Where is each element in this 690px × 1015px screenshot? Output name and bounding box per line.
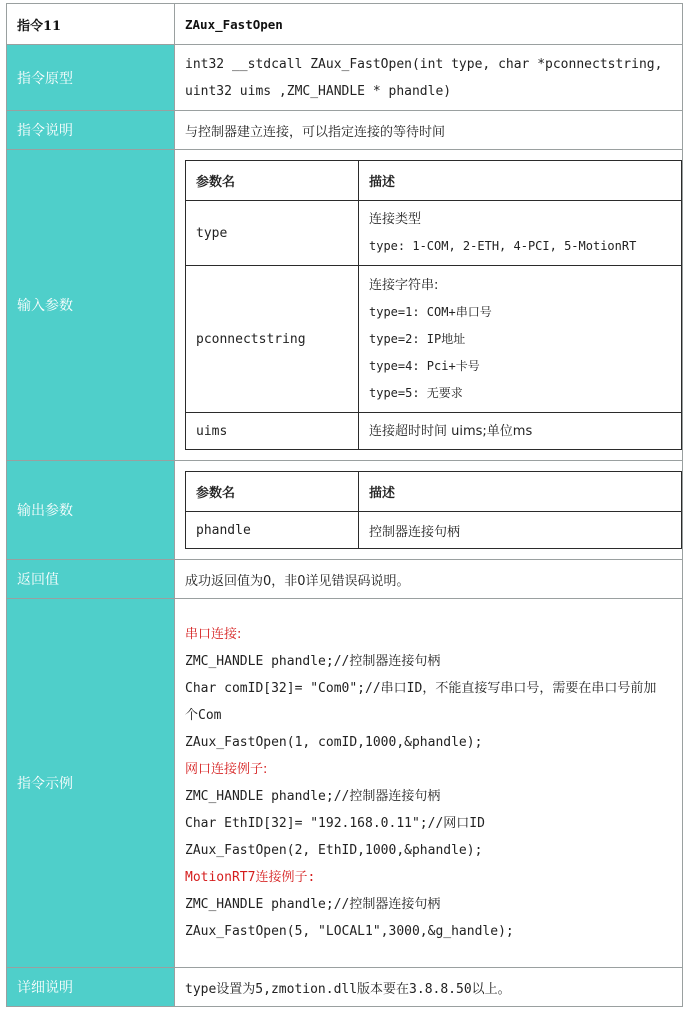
rt-example-title: MotionRT7连接例子: xyxy=(185,870,316,885)
detail-row xyxy=(7,968,683,1007)
param-name-header: 参数名 xyxy=(186,161,359,201)
code-line: Char EthID[32]= "192.168.0.11";//网口ID xyxy=(185,816,485,831)
code-line: ZMC_HANDLE phandle;//控制器连接句柄 xyxy=(185,789,441,804)
output-param-table xyxy=(185,471,682,549)
param-name: uims xyxy=(186,413,359,450)
input-value xyxy=(175,150,683,461)
param-desc-line: 连接字符串: xyxy=(369,277,439,293)
net-example-title: 网口连接例子: xyxy=(185,762,268,777)
command-number: 指令11 xyxy=(7,4,175,45)
prototype-line: uint32 uims ,ZMC_HANDLE * phandle) xyxy=(185,83,452,99)
return-value: 成功返回值为0，非0详见错误码说明。 xyxy=(175,560,683,599)
table-row xyxy=(186,201,682,266)
param-desc-line: 连接超时时间 uims;单位ms xyxy=(369,423,533,439)
header-row xyxy=(7,4,683,45)
code-line: ZMC_HANDLE phandle;//控制器连接句柄 xyxy=(185,654,441,669)
example-value xyxy=(175,599,683,968)
code-line: ZAux_FastOpen(1, comID,1000,&phandle); xyxy=(185,735,483,750)
input-label: 输入参数 xyxy=(7,150,175,461)
param-desc: 控制器连接句柄 xyxy=(359,512,682,549)
param-desc-line: type=5: 无要求 xyxy=(369,385,463,400)
table-row xyxy=(186,512,682,549)
return-label: 返回值 xyxy=(7,560,175,599)
param-name-header: 参数名 xyxy=(186,472,359,512)
code-line: ZAux_FastOpen(2, EthID,1000,&phandle); xyxy=(185,843,483,858)
description-row xyxy=(7,111,683,150)
param-desc-header: 描述 xyxy=(359,161,682,201)
table-row xyxy=(186,266,682,413)
prototype-row xyxy=(7,45,683,111)
api-doc xyxy=(6,3,683,1007)
input-row xyxy=(7,150,683,461)
detail-label: 详细说明 xyxy=(7,968,175,1007)
param-desc-line: 连接类型 xyxy=(369,212,422,227)
param-desc-line: type: 1-COM, 2-ETH, 4-PCI, 5-MotionRT xyxy=(369,239,637,253)
table-row xyxy=(186,413,682,450)
param-name: pconnectstring xyxy=(186,266,359,413)
param-desc xyxy=(359,201,682,266)
input-param-table xyxy=(185,160,682,450)
description-label: 指令说明 xyxy=(7,111,175,150)
code-line: Char comID[32]= "Com0";//串口ID，不能直接写串口号，需要在串口号前加 xyxy=(185,681,657,696)
param-desc xyxy=(359,413,682,450)
param-name: phandle xyxy=(186,512,359,549)
prototype-label: 指令原型 xyxy=(7,45,175,111)
code-line: ZMC_HANDLE phandle;//控制器连接句柄 xyxy=(185,897,441,912)
prototype-value xyxy=(175,45,683,111)
param-desc-header: 描述 xyxy=(359,472,682,512)
serial-example-title: 串口连接: xyxy=(185,627,242,642)
input-header-row xyxy=(186,161,682,201)
output-label: 输出参数 xyxy=(7,461,175,560)
param-desc-line: type=4: Pci+卡号 xyxy=(369,358,480,373)
param-desc xyxy=(359,266,682,413)
param-desc-line: type=2: IP地址 xyxy=(369,331,466,346)
param-desc-line: type=1: COM+串口号 xyxy=(369,304,492,319)
description-value: 与控制器建立连接，可以指定连接的等待时间 xyxy=(175,111,683,150)
example-label: 指令示例 xyxy=(7,599,175,968)
api-table xyxy=(6,3,683,1007)
param-name: type xyxy=(186,201,359,266)
prototype-line: int32 __stdcall ZAux_FastOpen(int type, char *pconnectstring, xyxy=(185,56,663,72)
code-line: 个Com xyxy=(185,708,222,723)
detail-value: type设置为5,zmotion.dll版本要在3.8.8.50以上。 xyxy=(175,968,683,1007)
output-value xyxy=(175,461,683,560)
command-name: ZAux_FastOpen xyxy=(175,4,683,45)
output-header-row xyxy=(186,472,682,512)
output-row xyxy=(7,461,683,560)
code-line: ZAux_FastOpen(5, "LOCAL1",3000,&g_handle); xyxy=(185,924,514,939)
return-row xyxy=(7,560,683,599)
example-row xyxy=(7,599,683,968)
